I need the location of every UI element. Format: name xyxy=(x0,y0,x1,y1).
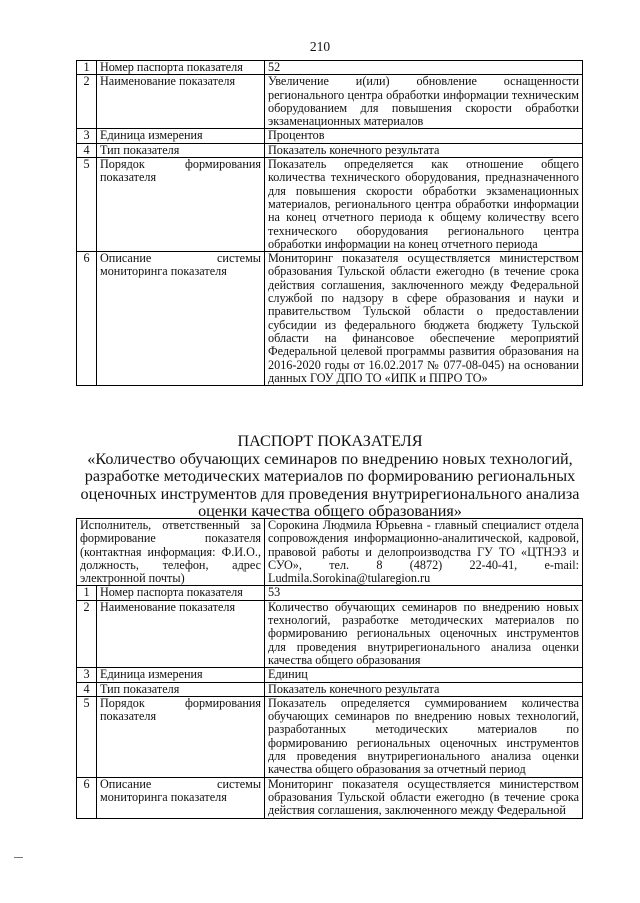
passport-table-53 xyxy=(76,518,583,819)
row-value: 53 xyxy=(265,586,583,600)
row-label: Порядок формирования показателя xyxy=(97,696,265,777)
table-row xyxy=(77,129,583,143)
row-value: Показатель конечного результата xyxy=(265,143,583,157)
passport-heading xyxy=(60,433,600,521)
heading-subtitle: «Количество обучающих семинаров по внедрению новых технологий, разработке методических материалов по формированию региональных оценочных инструментов для проведения внутрирегионального анализа оценки качества общего образования» xyxy=(80,449,580,520)
row-value: Мониторинг показателя осуществляется министерством образования Тульской области ежегодно (в течение срока действия соглашения, заключенного между Федеральной службой по надзору в сфере образования и науки и правительством Тульской области о предоставлении субсидии из федерального бюджета бюджету Тульской области на финансовое обеспечение мероприятий Федеральной целевой программы развития образования на 2016-2020 годы от 16.02.2017 № 077-08-045) на основании данных ГОУ ДПО ТО «ИПК и ППРО ТО» xyxy=(265,252,583,386)
row-value: Единиц xyxy=(265,668,583,682)
row-label: Порядок формирования показателя xyxy=(97,158,265,252)
passport-table-52 xyxy=(76,60,583,386)
heading-title: ПАСПОРТ ПОКАЗАТЕЛЯ xyxy=(237,432,423,450)
row-number: 3 xyxy=(77,129,97,143)
row-label: Номер паспорта показателя xyxy=(97,586,265,600)
row-value: 52 xyxy=(265,61,583,75)
row-number: 5 xyxy=(77,158,97,252)
table-row xyxy=(77,158,583,252)
table-row xyxy=(77,777,583,818)
table-row xyxy=(77,696,583,777)
row-value: Увеличение и(или) обновление оснащенности регионального центра обработки информации техническим оборудованием для повышения скорости обработки экзаменационных материалов xyxy=(265,75,583,129)
executor-label: Исполнитель, ответственный за формирование показателя (контактная информация: Ф.И.О., должность, телефон, адрес электронной почты) xyxy=(77,519,265,586)
table-row xyxy=(77,75,583,129)
row-number: 1 xyxy=(77,586,97,600)
row-label: Единица измерения xyxy=(97,129,265,143)
row-label: Номер паспорта показателя xyxy=(97,61,265,75)
row-number: 5 xyxy=(77,696,97,777)
row-label: Наименование показателя xyxy=(97,600,265,667)
table-row xyxy=(77,668,583,682)
row-number: 6 xyxy=(77,777,97,818)
row-label: Описание системы мониторинга показателя xyxy=(97,777,265,818)
row-value: Показатель конечного результата xyxy=(265,682,583,696)
row-value: Мониторинг показателя осуществляется министерством образования Тульской области ежегодно (в течение срока действия соглашения, заключенного между Федеральной xyxy=(265,777,583,818)
row-number: 2 xyxy=(77,75,97,129)
row-label: Описание системы мониторинга показателя xyxy=(97,252,265,386)
margin-mark xyxy=(14,857,23,858)
table-row xyxy=(77,682,583,696)
row-number: 3 xyxy=(77,668,97,682)
executor-value: Сорокина Людмила Юрьевна - главный специалист отдела сопровождения информационно-аналитической, кадровой, правовой работы и делопроизводства ГУ ТО «ЦТНЭЗ и СУО», тел. 8 (4872) 22-40-41, e-mail: Ludmila.Sorokina@tularegion.ru xyxy=(265,519,583,586)
row-value: Количество обучающих семинаров по внедрению новых технологий, разработке методических материалов по формированию региональных оценочных инструментов для проведения внутрирегионального анализа оценки качества общего образования xyxy=(265,600,583,667)
table-row xyxy=(77,600,583,667)
row-label: Тип показателя xyxy=(97,682,265,696)
table-row xyxy=(77,61,583,75)
row-number: 4 xyxy=(77,682,97,696)
row-value: Процентов xyxy=(265,129,583,143)
table-row xyxy=(77,252,583,386)
row-value: Показатель определяется суммированием количества обучающих семинаров по внедрению новых технологий, разработанных методических материалов по формированию региональных оценочных инструментов для проведения внутрирегионального анализа оценки качества общего образования за отчетный период xyxy=(265,696,583,777)
row-number: 1 xyxy=(77,61,97,75)
table-row xyxy=(77,143,583,157)
row-number: 6 xyxy=(77,252,97,386)
row-label: Наименование показателя xyxy=(97,75,265,129)
row-value: Показатель определяется как отношение общего количества технического оборудования, предназначенного для повышения скорости обработки экзаменационных материалов, регионального центра обработки информации на конец отчетного периода к общему количеству всего технического оборудования регионального центра обработки информации на конец отчетного периода xyxy=(265,158,583,252)
row-number: 2 xyxy=(77,600,97,667)
row-label: Тип показателя xyxy=(97,143,265,157)
table-row xyxy=(77,586,583,600)
page-number: 210 xyxy=(309,39,331,54)
executor-row xyxy=(77,519,583,586)
row-number: 4 xyxy=(77,143,97,157)
row-label: Единица измерения xyxy=(97,668,265,682)
